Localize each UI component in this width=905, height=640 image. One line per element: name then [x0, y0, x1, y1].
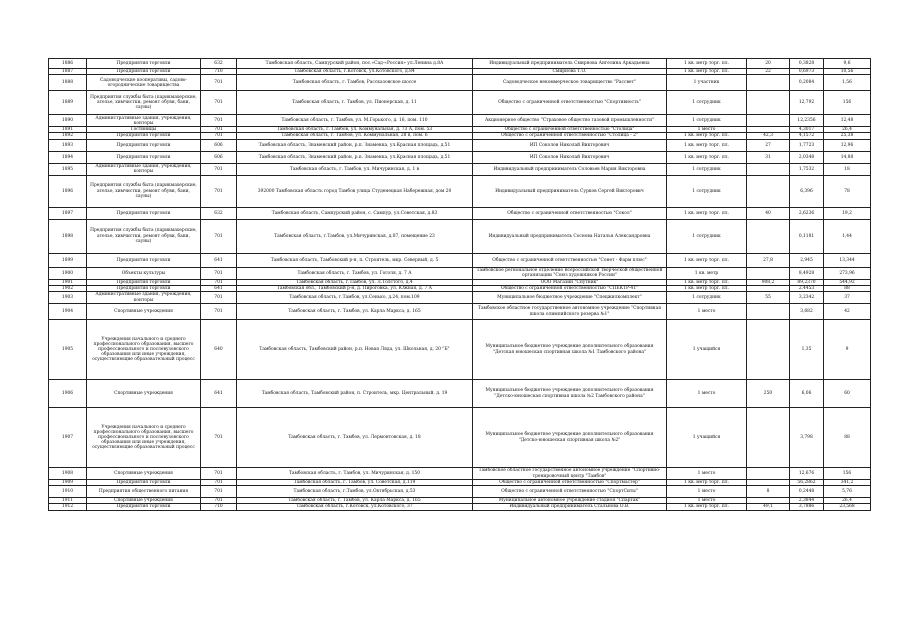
row-number-cell: 1896	[49, 175, 87, 207]
district-code-cell: 701	[201, 304, 237, 320]
address-cell: Тамбовская область, г.Тамбов, ул.Мичуринская, д.87, помещение 23	[237, 219, 473, 253]
volume-cell: 2,945	[790, 253, 824, 267]
row-number-cell: 1908	[49, 468, 87, 480]
district-code-cell: 701	[201, 133, 237, 139]
quantity-cell	[747, 320, 790, 380]
table-row	[49, 151, 871, 163]
volume-cell: 12,676	[790, 468, 824, 480]
quantity-cell: 31	[747, 151, 790, 163]
organization-cell: Индивидуальный предприниматель Соловьев Мария Викторовна	[473, 163, 667, 175]
activity-type-cell: Предприятия торговли	[87, 480, 201, 486]
organization-cell: Индивидуальный предприниматель Соснова Наталья Александровна	[473, 219, 667, 253]
volume-cell: 2,0348	[790, 151, 824, 163]
row-number-cell: 1897	[49, 207, 87, 219]
volume-cell: 2,3844	[790, 498, 824, 504]
table-row	[49, 468, 871, 480]
activity-type-cell: Учреждения начального и среднего профессионального образования, высшего профессионального и послевузовского образования или иные учреждения, осуществляющие образовательный процесс	[87, 320, 201, 380]
address-cell: Тамбовская область, г.Тамбов, ул.Октябрьская, д.53	[237, 486, 473, 498]
volume-cell: 12,792	[790, 91, 824, 115]
address-cell: Тамбовская область, г.Тамбов, ул. Л.Толстого, д.4	[237, 279, 473, 285]
volume-cell: 56,2862	[790, 480, 824, 486]
organization-cell: Общество с ограниченной ответственностью "СпортСиты"	[473, 486, 667, 498]
quantity-cell	[747, 91, 790, 115]
row-number-cell: 1895	[49, 163, 87, 175]
quantity-cell	[747, 163, 790, 175]
volume-cell: 2,4453	[790, 285, 824, 291]
activity-type-cell: Гостиницы	[87, 127, 201, 133]
address-cell: Тамбовская область, г. Тамбов, ул. Мичуринская, д. 150	[237, 468, 473, 480]
organization-cell: Общество с ограниченной ответственностью "Сокол"	[473, 207, 667, 219]
district-code-cell: 701	[201, 175, 237, 207]
norm-cell: 156	[824, 91, 871, 115]
row-number-cell: 1890	[49, 115, 87, 127]
district-code-cell: 701	[201, 91, 237, 115]
address-cell: Тамбовская область, Знаменский район, р.п. Знаменка, ул.Красная площадь, д.51	[237, 151, 473, 163]
table-row	[49, 504, 871, 510]
row-number-cell: 1904	[49, 304, 87, 320]
address-cell: Тамбовская область, г. Тамбов, ул. Карла Маркса, д. 165	[237, 498, 473, 504]
row-number-cell: 1906	[49, 380, 87, 408]
norm-cell: 5,76	[824, 486, 871, 498]
volume-cell: 6,396	[790, 175, 824, 207]
activity-type-cell: Предприятия торговли	[87, 504, 201, 510]
unit-cell: 1 место	[667, 486, 747, 498]
quantity-cell: 42,3	[747, 133, 790, 139]
district-code-cell: 701	[201, 498, 237, 504]
activity-type-cell: Административные здания, учреждения, конторы	[87, 163, 201, 175]
unit-cell: 1 кв. метр торг. пл.	[667, 139, 747, 151]
unit-cell: 1 кв. метр торг. пл.	[667, 59, 747, 69]
organization-cell: ООО Магазин "Спутник"	[473, 279, 667, 285]
address-cell: Тамбовская область, г. Тамбов, ул. Карла Маркса, д. 165	[237, 304, 473, 320]
quantity-cell: 49,1	[747, 504, 790, 510]
organization-cell: Общество с ограниченной ответственностью "СПЕКТР-41"	[473, 285, 667, 291]
district-code-cell: 701	[201, 219, 237, 253]
unit-cell: 1 сотрудник	[667, 292, 747, 304]
address-cell: Тамбовская область, г. Тамбов, ул. Коммунальная, д. 73 А, пом. 53	[237, 127, 473, 133]
activity-type-cell: Предприятия службы быта (парикмахерские, ателье, химчистки, ремонт обуви, бани, сауны)	[87, 175, 201, 207]
volume-cell: 0,3828	[790, 59, 824, 69]
activity-type-cell: Предприятия торговли	[87, 207, 201, 219]
row-number-cell: 1899	[49, 253, 87, 267]
unit-cell: 1 кв. метр торг. пл.	[667, 480, 747, 486]
district-code-cell: 701	[201, 408, 237, 468]
unit-cell: 1 кв. метр торг. пл.	[667, 279, 747, 285]
activity-type-cell: Административные здания, учреждения, конторы	[87, 292, 201, 304]
row-number-cell: 1889	[49, 91, 87, 115]
unit-cell: 1 сотрудник	[667, 91, 747, 115]
district-code-cell: 701	[201, 480, 237, 486]
volume-cell: 1,7723	[790, 139, 824, 151]
row-number-cell: 1891	[49, 127, 87, 133]
address-cell: Тамбовская область, г.Тамбов, ул.Сенько, д.24, пом.109	[237, 292, 473, 304]
volume-cell: 4,3017	[790, 127, 824, 133]
activity-type-cell: Садоводческие кооперативы, садово-огороднические товарищества	[87, 75, 201, 91]
volume-cell: 0,1181	[790, 219, 824, 253]
norm-cell: 341,2	[824, 480, 871, 486]
activity-type-cell: Спортивные учреждения	[87, 468, 201, 480]
activity-type-cell: Предприятия торговли	[87, 151, 201, 163]
table-body	[49, 59, 871, 511]
activity-type-cell: Предприятия торговли	[87, 279, 201, 285]
table-row	[49, 115, 871, 127]
table-row	[49, 207, 871, 219]
unit-cell: 1 место	[667, 127, 747, 133]
district-code-cell: 632	[201, 207, 237, 219]
district-code-cell: 701	[201, 163, 237, 175]
table-row	[49, 163, 871, 175]
district-code-cell: 632	[201, 59, 237, 69]
table-row	[49, 486, 871, 498]
row-number-cell: 1902	[49, 285, 87, 291]
row-number-cell: 1888	[49, 75, 87, 91]
organization-cell: Муниципальное автономное учреждение стадион "Спартак"	[473, 498, 667, 504]
address-cell: Тамбовская область, Тамбовский район, п. Строитель, мкр. Центральный, д. 19	[237, 380, 473, 408]
district-code-cell: 701	[201, 75, 237, 91]
quantity-cell: 40	[747, 207, 790, 219]
unit-cell: 1 учащийся	[667, 320, 747, 380]
activity-type-cell: Предприятия торговли	[87, 133, 201, 139]
district-code-cell: 701	[201, 127, 237, 133]
table-row	[49, 408, 871, 468]
table-row	[49, 219, 871, 253]
row-number-cell: 1905	[49, 320, 87, 380]
organization-cell: ИП Соколов Николай Викторович	[473, 139, 667, 151]
organization-cell: ИП Соколов Николай Викторович	[473, 151, 667, 163]
norm-cell: 60	[824, 380, 871, 408]
district-code-cell: 701	[201, 279, 237, 285]
unit-cell: 1 кв. метр	[667, 267, 747, 279]
unit-cell: 1 кв. метр торг. пл.	[667, 133, 747, 139]
activity-type-cell: Объекты культуры	[87, 267, 201, 279]
address-cell: Тамбовская область, г.Котовск, ул.Котовского, 37	[237, 504, 473, 510]
address-cell: Тамбовская область, г. Тамбов, ул. Коммунальная, 28 в, пом. 6	[237, 133, 473, 139]
unit-cell: 1 место	[667, 304, 747, 320]
norm-cell: 26,4	[824, 127, 871, 133]
unit-cell: 1 сотрудник	[667, 175, 747, 207]
address-cell: 392000 Тамбовская область город Тамбов улица Студенецкая Набережная, дом 20	[237, 175, 473, 207]
volume-cell: 6,06	[790, 380, 824, 408]
address-cell: Тамбовская обл., Тамбовский р-н, д. Пироговка, ул. Южная, д. 7 А	[237, 285, 473, 291]
volume-cell: 3,2342	[790, 292, 824, 304]
organization-cell: Садоводческое некоммерческое товарищество "Рассвет"	[473, 75, 667, 91]
district-code-cell: 710	[201, 504, 237, 510]
norm-cell: 12,96	[824, 139, 871, 151]
row-number-cell: 1887	[49, 69, 87, 75]
unit-cell: 1 учащийся	[667, 408, 747, 468]
row-number-cell: 1898	[49, 219, 87, 253]
address-cell: Тамбовская область, г. Тамбов, ул. Советская, д.119	[237, 480, 473, 486]
organization-cell: Муниципальное бюджетное учреждение "Спецжилкомплект"	[473, 292, 667, 304]
norm-cell: 37	[824, 292, 871, 304]
table-row	[49, 91, 871, 115]
norm-cell: 42	[824, 304, 871, 320]
norm-cell: 273,96	[824, 267, 871, 279]
unit-cell: 1 место	[667, 498, 747, 504]
district-code-cell: 641	[201, 285, 237, 291]
activity-type-cell: Предприятия службы быта (парикмахерские, ателье, химчистки, ремонт обуви, бани, сауны)	[87, 91, 201, 115]
quantity-cell	[747, 175, 790, 207]
row-number-cell: 1900	[49, 267, 87, 279]
quantity-cell	[747, 304, 790, 320]
activity-type-cell: Предприятия торговли	[87, 59, 201, 69]
activity-type-cell: Предприятия общественного питания	[87, 486, 201, 498]
row-number-cell: 1907	[49, 408, 87, 468]
table-row	[49, 253, 871, 267]
row-number-cell: 1903	[49, 292, 87, 304]
activity-type-cell: Предприятия торговли	[87, 69, 201, 75]
address-cell: Тамбовская область, Знаменский район, р.п. Знаменка, ул.Красная площадь, д.51	[237, 139, 473, 151]
norm-cell: 14,88	[824, 151, 871, 163]
norm-cell: 23,568	[824, 504, 871, 510]
district-code-cell: 701	[201, 468, 237, 480]
table-row	[49, 75, 871, 91]
unit-cell: 1 кв. метр торг. пл.	[667, 69, 747, 75]
norm-cell: 1,44	[824, 219, 871, 253]
volume-cell: 3,798	[790, 408, 824, 468]
volume-cell: 8,4928	[790, 267, 824, 279]
norm-cell: 18	[824, 163, 871, 175]
quantity-cell	[747, 75, 790, 91]
volume-cell: 89,2370	[790, 279, 824, 285]
quantity-cell: 27	[747, 139, 790, 151]
quantity-cell: 250	[747, 380, 790, 408]
organization-cell: Общество с ограниченной ответственностью "Столица - 2"	[473, 133, 667, 139]
row-number-cell: 1894	[49, 151, 87, 163]
norm-cell: 88	[824, 285, 871, 291]
volume-cell: 0,2448	[790, 486, 824, 498]
activity-type-cell: Учреждения начального и среднего профессионального образования, высшего профессионального и послевузовского образования или иные учреждения, осуществляющие образовательный процесс	[87, 408, 201, 468]
quantity-cell	[747, 219, 790, 253]
quantity-cell	[747, 468, 790, 480]
unit-cell: 1 сотрудник	[667, 115, 747, 127]
district-code-cell: 701	[201, 486, 237, 498]
unit-cell: 1 участник	[667, 75, 747, 91]
district-code-cell: 701	[201, 292, 237, 304]
table-row	[49, 139, 871, 151]
quantity-cell: 8	[747, 486, 790, 498]
address-cell: Тамбовская область, Тамбовский р-н, п. Строитель, мкр. Северный, д. 5	[237, 253, 473, 267]
district-code-cell: 640	[201, 320, 237, 380]
unit-cell: 1 кв. метр торг. пл.	[667, 207, 747, 219]
address-cell: Тамбовская область, Сампурский район, с. Сампур, ул.Советская, д.83	[237, 207, 473, 219]
address-cell: Тамбовская область, Тамбовский район, р.п. Новая Ляда, ул. Школьная, д. 20 "Б"	[237, 320, 473, 380]
district-code-cell: 641	[201, 253, 237, 267]
norm-cell: 1,56	[824, 75, 871, 91]
organization-cell: Смирнова Т.О.	[473, 69, 667, 75]
district-code-cell: 641	[201, 380, 237, 408]
activity-type-cell: Спортивные учреждения	[87, 498, 201, 504]
activity-type-cell: Предприятия службы быта (парикмахерские, ателье, химчистки, ремонт обуви, бани, сауны)	[87, 219, 201, 253]
quantity-cell	[747, 115, 790, 127]
organization-cell: Муниципальное бюджетное учреждение дополнительного образования "Детская юношеская спортивная школа №1 Тамбовского района"	[473, 320, 667, 380]
volume-cell: 3,7886	[790, 504, 824, 510]
organization-cell: Индивидуальный предприниматель Смирнова Ангелина Аркадьевна	[473, 59, 667, 69]
address-cell: Тамбовская область, г. Тамбов, ул. Пионерская, д. 11	[237, 91, 473, 115]
address-cell: Тамбовская область, г. Тамбов, ул. Лермонтовская, д. 18	[237, 408, 473, 468]
address-cell: Тамбовская область, г.Котовск, ул.Котовского, д.84	[237, 69, 473, 75]
volume-cell: 1,35	[790, 320, 824, 380]
table-row	[49, 320, 871, 380]
address-cell: Тамбовская область, г. Тамбов, Рассказовское шоссе	[237, 75, 473, 91]
district-code-cell: 701	[201, 267, 237, 279]
activity-type-cell: Спортивные учреждения	[87, 304, 201, 320]
unit-cell: 1 кв. метр торг. пл.	[667, 504, 747, 510]
district-code-cell: 606	[201, 139, 237, 151]
table-row	[49, 292, 871, 304]
volume-cell: 4,1572	[790, 133, 824, 139]
norm-cell: 26,4	[824, 498, 871, 504]
row-number-cell: 1910	[49, 486, 87, 498]
activity-type-cell: Предприятия торговли	[87, 139, 201, 151]
row-number-cell: 1909	[49, 480, 87, 486]
norm-cell: 19,2	[824, 207, 871, 219]
table-row	[49, 380, 871, 408]
unit-cell: 1 место	[667, 380, 747, 408]
quantity-cell	[747, 267, 790, 279]
activity-type-cell: Предприятия торговли	[87, 285, 201, 291]
norm-cell: 9	[824, 320, 871, 380]
volume-cell: 0,2084	[790, 75, 824, 91]
quantity-cell	[747, 408, 790, 468]
norm-cell: 13,344	[824, 253, 871, 267]
address-cell: Тамбовская область, г. Тамбов, ул. Мичуринская, д. 1 в	[237, 163, 473, 175]
activity-type-cell: Спортивные учреждения	[87, 380, 201, 408]
row-number-cell: 1901	[49, 279, 87, 285]
table-row	[49, 267, 871, 279]
organization-cell: Общество с ограниченной ответственностью "Столица"	[473, 127, 667, 133]
unit-cell: 1 место	[667, 468, 747, 480]
volume-cell: 3,682	[790, 304, 824, 320]
row-number-cell: 1892	[49, 133, 87, 139]
organization-cell: Общество с ограниченной ответственностью "Спортмастер"	[473, 480, 667, 486]
norm-cell: 544,92	[824, 279, 871, 285]
unit-cell: 1 кв. метр торг. пл.	[667, 285, 747, 291]
norm-cell: 156	[824, 468, 871, 480]
norm-cell: 12,48	[824, 115, 871, 127]
norm-cell: 78	[824, 175, 871, 207]
quantity-cell: 20	[747, 59, 790, 69]
row-number-cell: 1911	[49, 498, 87, 504]
registry-table	[48, 58, 871, 511]
volume-cell: 1,7532	[790, 163, 824, 175]
norm-cell: 25,38	[824, 133, 871, 139]
organization-cell: Муниципальное бюджетное учреждение дополнительного образования "Детско-юношеская спортивная школа №2 Тамбовского района"	[473, 380, 667, 408]
district-code-cell: 701	[201, 115, 237, 127]
organization-cell: Индивидуальный предприниматель Сурков Сергей Викторович	[473, 175, 667, 207]
volume-cell: 0,6973	[790, 69, 824, 75]
organization-cell: Общество с ограниченной ответственностью "Сонет - Фарм плюс"	[473, 253, 667, 267]
organization-cell: Индивидуальный предприниматель Стальнова О.В.	[473, 504, 667, 510]
quantity-cell: 55	[747, 292, 790, 304]
district-code-cell: 710	[201, 69, 237, 75]
organization-cell: Тамбовское областное государственное автономное учреждение "Спортивно-тренировочный центр "Тамбов"	[473, 468, 667, 480]
organization-cell: Акционерное общество "Страховое общество газовой промышленности"	[473, 115, 667, 127]
row-number-cell: 1886	[49, 59, 87, 69]
activity-type-cell: Административные здания, учреждения, конторы	[87, 115, 201, 127]
row-number-cell: 1912	[49, 504, 87, 510]
unit-cell: 1 сотрудник	[667, 163, 747, 175]
quantity-cell: 27,8	[747, 253, 790, 267]
table-row	[49, 175, 871, 207]
volume-cell: 2,6236	[790, 207, 824, 219]
quantity-cell: 22	[747, 69, 790, 75]
address-cell: Тамбовская область, г. Тамбов, ул. М.Горького, д. 16, пом. 110	[237, 115, 473, 127]
unit-cell: 1 сотрудник	[667, 219, 747, 253]
organization-cell: Тамбовское региональное отделение Всероссийской творческой общественной организации "Союз художников России"	[473, 267, 667, 279]
quantity-cell: 908,2	[747, 279, 790, 285]
norm-cell: 10,56	[824, 69, 871, 75]
unit-cell: 1 кв. метр торг. пл.	[667, 253, 747, 267]
address-cell: Тамбовская область, Сампурский район, пос.«Сад-«Россия» ул.Ленина д.8А	[237, 59, 473, 69]
district-code-cell: 606	[201, 151, 237, 163]
unit-cell: 1 кв. метр торг. пл.	[667, 151, 747, 163]
row-number-cell: 1893	[49, 139, 87, 151]
table-row	[49, 304, 871, 320]
activity-type-cell: Предприятия торговли	[87, 253, 201, 267]
organization-cell: Общество с ограниченной ответственностью "Спортивность"	[473, 91, 667, 115]
organization-cell: Тамбовское областное государственное автономное учреждение "Спортивная школа олимпийского резерва №1"	[473, 304, 667, 320]
table-row	[49, 59, 871, 69]
norm-cell: 9,6	[824, 59, 871, 69]
norm-cell: 88	[824, 408, 871, 468]
address-cell: Тамбовская область, г. Тамбов, ул. Гоголя, д. 7 А	[237, 267, 473, 279]
volume-cell: 12,2356	[790, 115, 824, 127]
organization-cell: Муниципальное бюджетное учреждение дополнительного образования "Детско-юношеская спортивная школа №2"	[473, 408, 667, 468]
